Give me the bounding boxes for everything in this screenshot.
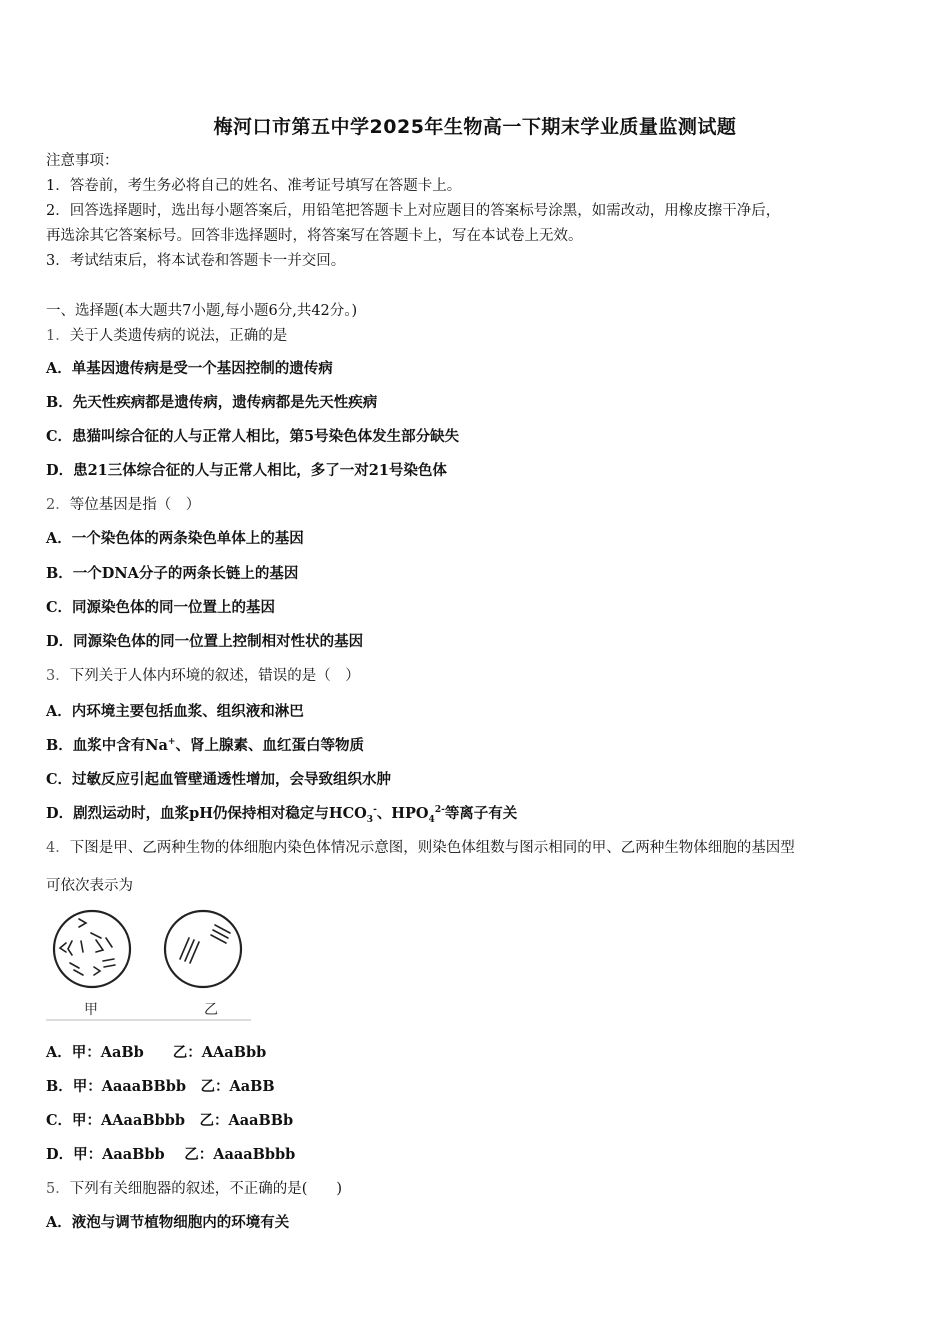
- question-stem: 关于人类遗传病的说法，正确的是: [69, 328, 288, 344]
- option-c[interactable]: [46, 770, 391, 790]
- option-letter: A．: [46, 703, 72, 720]
- option-text: 甲：AaBb 乙：AAaBbb: [71, 1044, 267, 1061]
- option-text: 同源染色体的同一位置上控制相对性状的基因: [73, 633, 364, 650]
- notice-heading: 注意事项：: [46, 153, 119, 169]
- option-text: 液泡与调节植物细胞内的环境有关: [71, 1214, 290, 1231]
- question-stem: 等位基因是指（ ）: [69, 497, 201, 513]
- option-a[interactable]: [46, 1043, 266, 1063]
- option-letter: B．: [46, 565, 73, 582]
- option-letter: A．: [46, 360, 72, 377]
- question-2: [46, 495, 200, 515]
- chromosome-figure: [46, 905, 251, 1023]
- option-d[interactable]: [46, 632, 363, 652]
- question-4: [46, 838, 795, 858]
- option-text: 剧烈运动时，血浆pH仍保持相对稳定与HCO: [73, 805, 367, 822]
- figure-label-yi: 乙: [204, 1002, 218, 1018]
- option-text: 单基因遗传病是受一个基因控制的遗传病: [71, 360, 333, 377]
- option-letter: C．: [46, 428, 73, 445]
- option-letter: B．: [46, 1078, 73, 1095]
- page-title: 梅河口市第五中学2025年生物高一下期末学业质量监测试题: [213, 116, 737, 138]
- option-letter: A．: [46, 1044, 72, 1061]
- section-heading: 一、选择题(本大题共7小题,每小题6分,共42分。): [46, 303, 358, 319]
- notice-item: 3．考试结束后，将本试卷和答题卡一并交回。: [46, 253, 346, 269]
- question-number: 1．: [46, 328, 70, 344]
- option-text: 、肾上腺素、血红蛋白等物质: [175, 737, 364, 754]
- option-c[interactable]: [46, 1111, 293, 1131]
- option-d[interactable]: [46, 1145, 295, 1165]
- figure-label-jia: 甲: [84, 1002, 98, 1018]
- option-b[interactable]: [46, 393, 377, 413]
- option-text: 同源染色体的同一位置上的基因: [72, 599, 276, 616]
- question-5: [46, 1179, 342, 1199]
- option-text: 患21三体综合征的人与正常人相比，多了一对21号染色体: [73, 462, 447, 479]
- question-stem: 下列关于人体内环境的叙述，错误的是（ ）: [69, 668, 360, 684]
- superscript: -: [373, 805, 377, 816]
- option-text: 一个染色体的两条染色单体上的基因: [71, 530, 304, 547]
- option-d[interactable]: [46, 804, 517, 824]
- option-b[interactable]: [46, 564, 298, 584]
- option-letter: D．: [46, 462, 74, 479]
- option-text: 过敏反应引起血管壁通透性增加，会导致组织水肿: [72, 771, 392, 788]
- option-letter: D．: [46, 633, 74, 650]
- question-1: [46, 326, 287, 346]
- option-a[interactable]: [46, 359, 333, 379]
- option-d[interactable]: [46, 461, 447, 481]
- option-letter: B．: [46, 394, 73, 411]
- option-letter: D．: [46, 1146, 74, 1163]
- question-stem-continued: 可依次表示为: [46, 878, 133, 894]
- option-c[interactable]: [46, 427, 459, 447]
- question-number: 2．: [46, 497, 70, 513]
- cell-jia-chromosomes: [60, 919, 115, 975]
- question-number: 4．: [46, 840, 70, 856]
- subscript: 4: [428, 814, 435, 825]
- option-b[interactable]: [46, 1077, 275, 1097]
- notice-item: 2．回答选择题时，选出每小题答案后，用铅笔把答题卡上对应题目的答案标号涂黑，如需改动，用橡皮擦干净后，: [46, 203, 781, 219]
- option-letter: C．: [46, 599, 73, 616]
- option-a[interactable]: [46, 529, 304, 549]
- option-text: 甲：AAaaBbbb 乙：AaaBBb: [72, 1112, 294, 1129]
- option-text: 血浆中含有Na: [72, 737, 168, 754]
- question-stem: 下列有关细胞器的叙述，不正确的是( ): [69, 1181, 343, 1197]
- notice-item: 1．答卷前，考生务必将自己的姓名、准考证号填写在答题卡上。: [46, 178, 462, 194]
- option-c[interactable]: [46, 598, 275, 618]
- option-letter: D．: [46, 805, 74, 822]
- notice-item: 再选涂其它答案标号。回答非选择题时，将答案写在答题卡上，写在本试卷上无效。: [46, 228, 583, 244]
- option-b[interactable]: [46, 736, 364, 756]
- option-a[interactable]: [46, 1213, 289, 1233]
- option-text: 内环境主要包括血浆、组织液和淋巴: [71, 703, 304, 720]
- option-letter: C．: [46, 771, 73, 788]
- question-stem: 下图是甲、乙两种生物的体细胞内染色体情况示意图，则染色体组数与图示相同的甲、乙两种生物体细胞的基因型: [69, 840, 795, 856]
- option-text: 、HPO: [376, 805, 429, 822]
- superscript: 2-: [434, 805, 445, 816]
- superscript: +: [167, 737, 176, 748]
- option-letter: A．: [46, 1214, 72, 1231]
- option-letter: A．: [46, 530, 72, 547]
- cell-yi-chromosomes: [180, 925, 230, 963]
- option-a[interactable]: [46, 702, 304, 722]
- subscript: 3: [366, 814, 374, 825]
- option-text: 甲：AaaaBBbb 乙：AaBB: [72, 1078, 275, 1095]
- option-letter: B．: [46, 737, 73, 754]
- cell-jia-membrane: [54, 911, 130, 987]
- option-text: 甲：AaaBbb 乙：AaaaBbbb: [73, 1146, 296, 1163]
- option-text: 一个DNA分子的两条长链上的基因: [72, 565, 299, 582]
- option-text: 先天性疾病都是遗传病，遗传病都是先天性疾病: [72, 394, 378, 411]
- option-letter: C．: [46, 1112, 73, 1129]
- question-number: 5．: [46, 1181, 70, 1197]
- cell-yi-membrane: [165, 911, 241, 987]
- option-text: 患猫叫综合征的人与正常人相比，第5号染色体发生部分缺失: [72, 428, 460, 445]
- question-3: [46, 666, 360, 686]
- option-text: 等离子有关: [444, 805, 518, 822]
- question-number: 3．: [46, 668, 70, 684]
- chromosome-diagram: [46, 905, 251, 1023]
